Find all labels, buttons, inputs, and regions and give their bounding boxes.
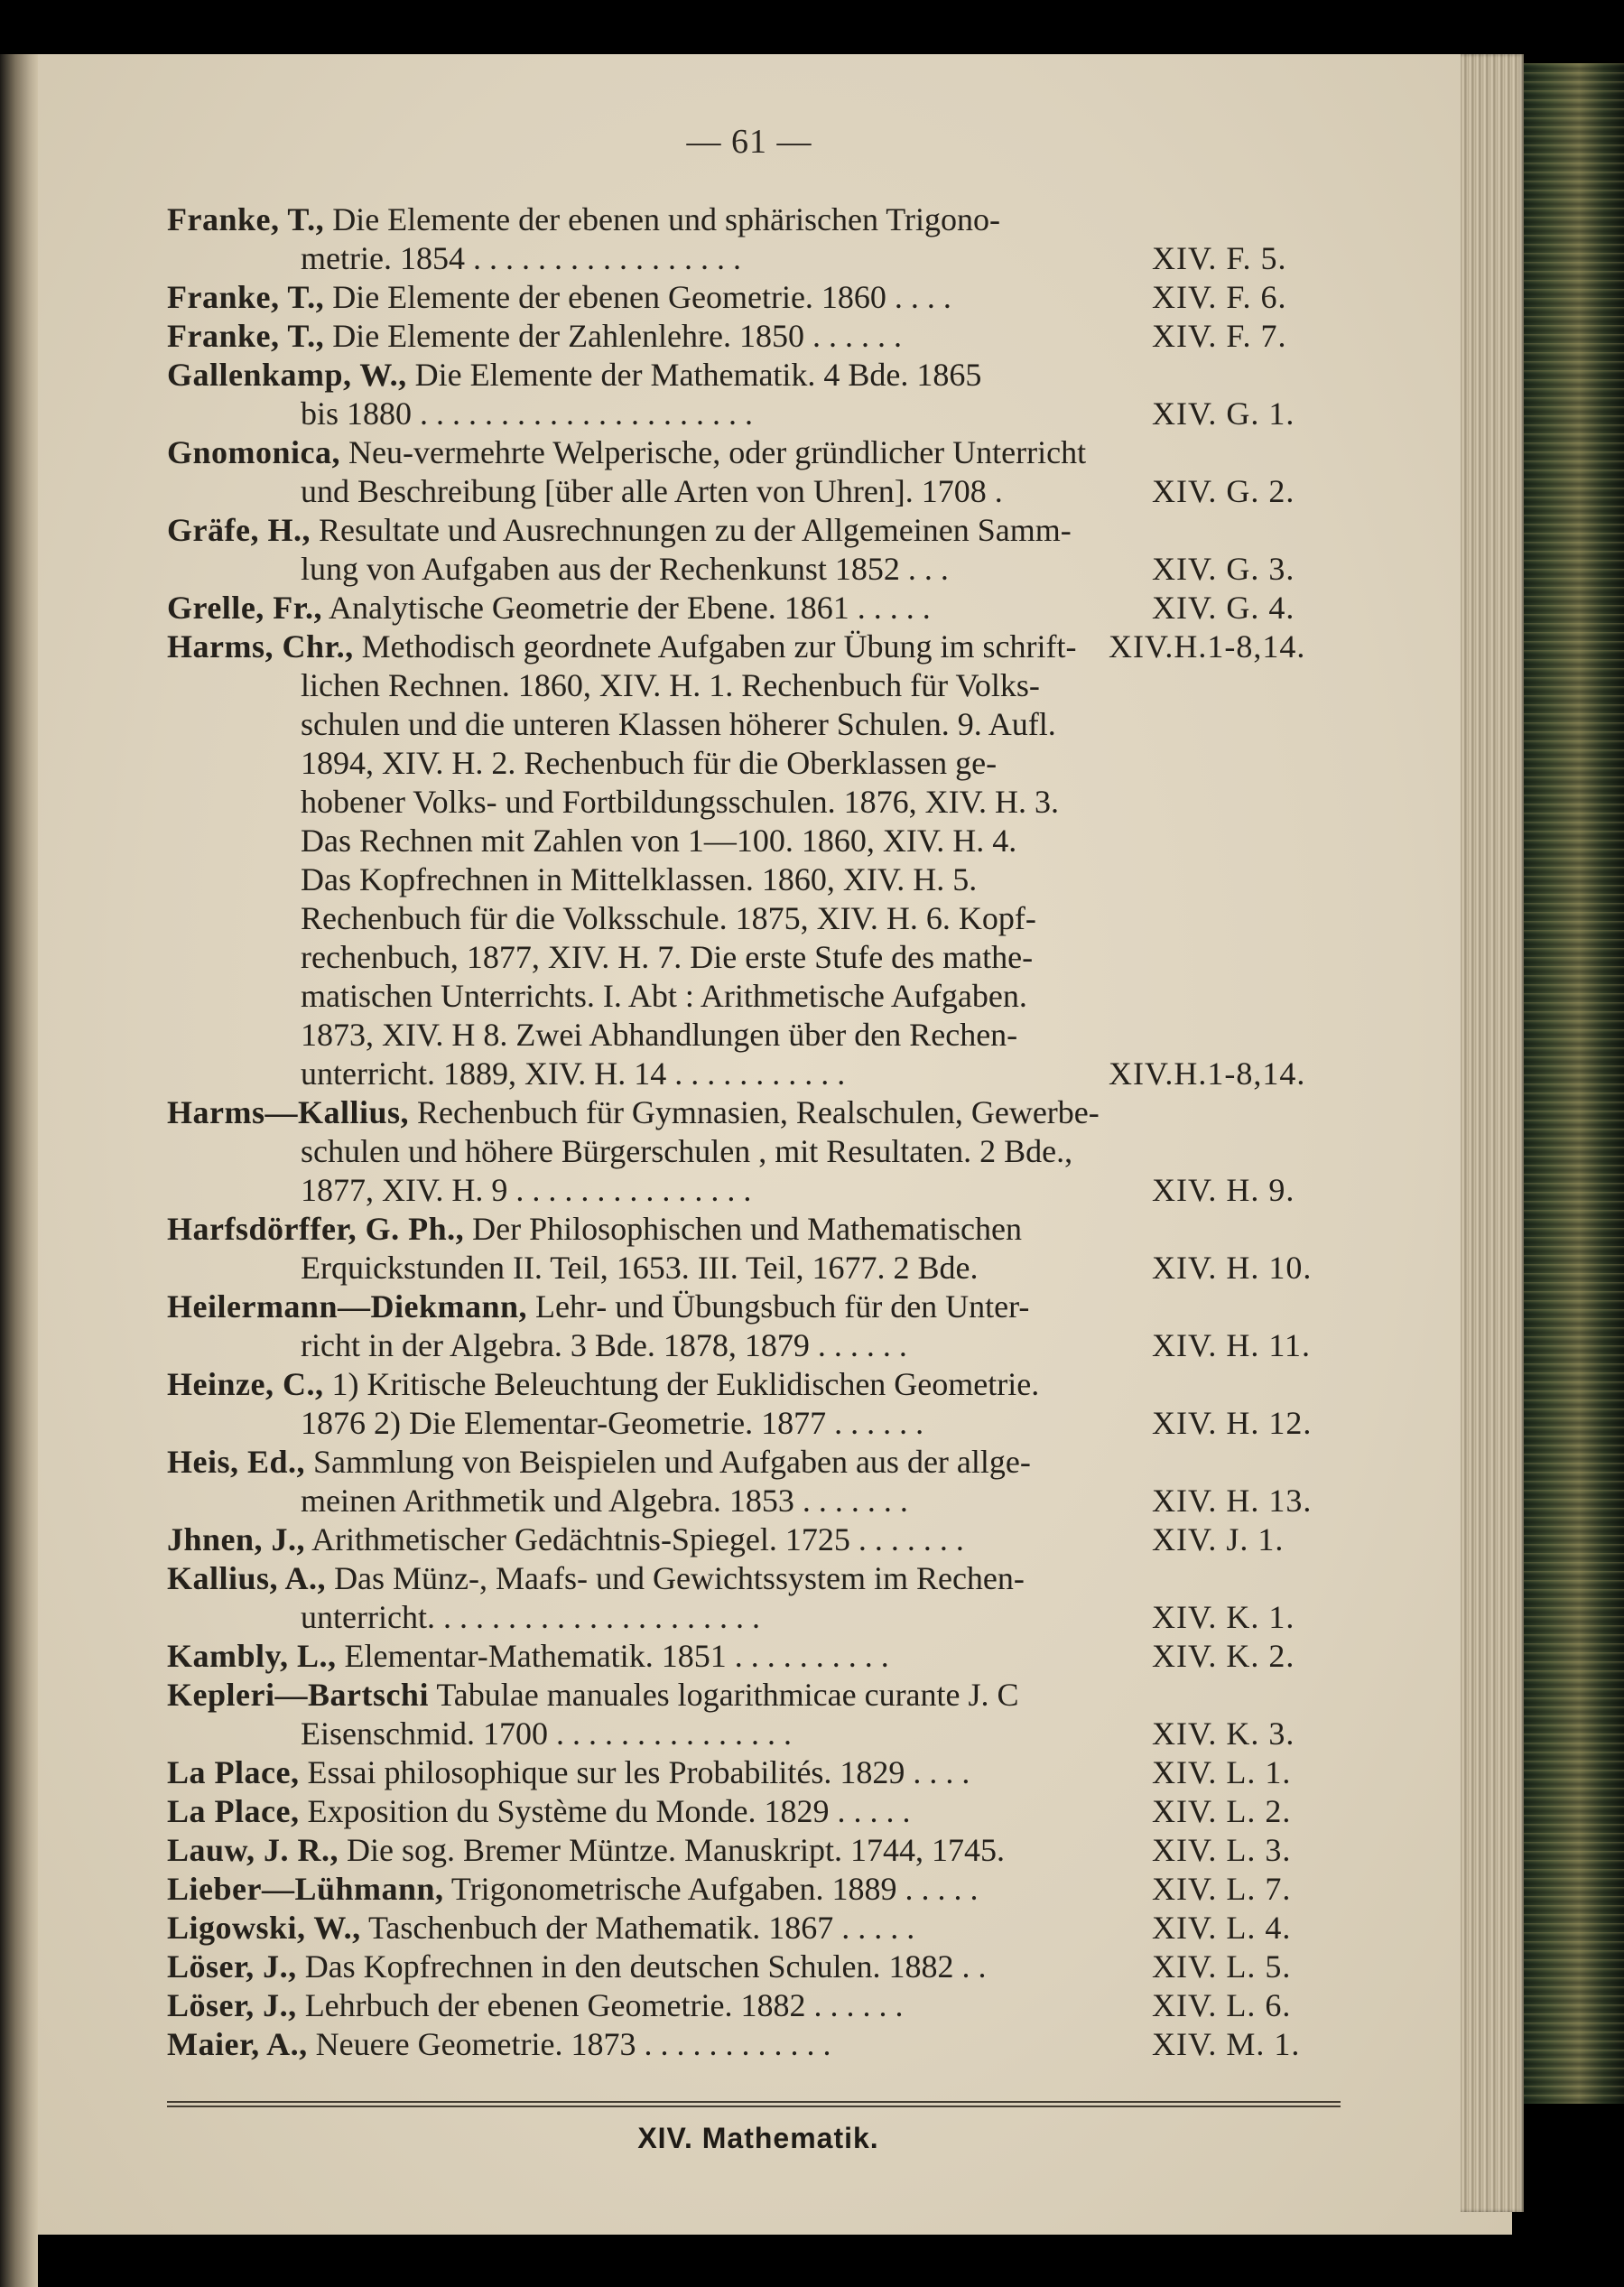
shelf-signature: XIV. G. 4. <box>1152 590 1295 626</box>
entry-title: 1876 2) Die Elementar-Geometrie. 1877 . . . . . . <box>301 1405 924 1441</box>
entry-line <box>0 1171 1624 1210</box>
entry-line <box>0 977 1624 1016</box>
shelf-signature: XIV. H. 13. <box>1152 1483 1313 1519</box>
entry-text <box>167 1093 1624 1132</box>
entry-title: Exposition du Système du Monde. 1829 . . . . . <box>307 1793 911 1829</box>
entry-text <box>167 1559 1624 1598</box>
entry-line <box>0 744 1624 783</box>
entry-line <box>0 278 1624 317</box>
entry-text <box>301 899 1624 938</box>
entry-author: Kambly, L., <box>167 1638 337 1674</box>
entry-line <box>0 1132 1624 1171</box>
entry-text <box>167 511 1624 550</box>
entry-title: Der Philosophischen und Mathematischen <box>472 1211 1023 1247</box>
entry-author: Gallenkamp, W., <box>167 357 407 393</box>
entry-title: bis 1880 . . . . . . . . . . . . . . . . . . . . . <box>301 395 754 432</box>
entry-line <box>0 1637 1624 1676</box>
catalog-entry <box>0 628 1624 1093</box>
entry-author: Kallius, A., <box>167 1560 327 1596</box>
entry-line <box>0 1753 1624 1792</box>
entry-text <box>301 1598 1624 1637</box>
entry-line <box>0 705 1624 744</box>
entry-line <box>0 1559 1624 1598</box>
entry-title: Die Elemente der Zahlenlehre. 1850 . . . . . . <box>332 318 902 354</box>
entry-text <box>167 1443 1624 1482</box>
entry-title: Methodisch geordnete Aufgaben zur Übung im schrift- <box>361 628 1077 665</box>
entry-text <box>167 589 1624 628</box>
entry-text <box>301 783 1624 822</box>
entry-line <box>0 1016 1624 1055</box>
entry-line <box>0 1948 1624 1986</box>
entry-line <box>0 589 1624 628</box>
entry-line <box>0 1676 1624 1715</box>
entry-text <box>167 1909 1624 1948</box>
entry-text <box>301 822 1624 860</box>
entry-title: Das Kopfrechnen in den deutschen Schulen. 1882 . . <box>304 1948 987 1985</box>
shelf-signature: XIV.H.1-8,14. <box>1109 1055 1306 1092</box>
entry-author: Franke, T., <box>167 318 325 354</box>
entry-title: Erquickstunden II. Teil, 1653. III. Teil, 1677. 2 Bde. <box>301 1250 979 1286</box>
entry-text <box>301 938 1624 977</box>
entry-text <box>167 1948 1624 1986</box>
catalog-entry <box>0 1986 1624 2025</box>
entry-author: Harms, Chr., <box>167 628 354 665</box>
entry-title: meinen Arithmetik und Algebra. 1853 . . . . . . . <box>301 1483 908 1519</box>
entry-title: Die sog. Bremer Müntze. Manuskript. 1744, 1745. <box>347 1832 1005 1868</box>
entry-title: 1877, XIV. H. 9 . . . . . . . . . . . . . . . <box>301 1172 752 1208</box>
entry-text <box>167 1831 1624 1870</box>
shelf-signature: XIV. L. 4. <box>1152 1910 1292 1946</box>
shelf-signature: XIV. L. 5. <box>1152 1948 1292 1985</box>
entry-line <box>0 1326 1624 1365</box>
entry-line <box>0 550 1624 589</box>
catalog-entry <box>0 511 1624 589</box>
entry-text <box>301 860 1624 899</box>
entry-text <box>301 1171 1624 1210</box>
entry-text <box>167 2025 1624 2064</box>
entry-text <box>167 278 1624 317</box>
entry-author: Ligowski, W., <box>167 1910 361 1946</box>
entry-text <box>301 1132 1624 1171</box>
catalog-entry <box>0 1520 1624 1559</box>
entry-title: Sammlung von Beispielen und Aufgaben aus der allge- <box>313 1444 1031 1480</box>
catalog-entries <box>0 200 1624 2064</box>
catalog-entry <box>0 589 1624 628</box>
entry-title: Resultate und Ausrechnungen zu der Allgemeinen Samm- <box>318 512 1072 548</box>
entry-text <box>301 977 1624 1016</box>
entry-text <box>301 1404 1624 1443</box>
entry-line <box>0 1909 1624 1948</box>
entry-line <box>0 1520 1624 1559</box>
entry-title: lichen Rechnen. 1860, XIV. H. 1. Rechenbuch für Volks- <box>301 667 1040 703</box>
shelf-signature: XIV. L. 3. <box>1152 1832 1292 1868</box>
entry-line <box>0 395 1624 433</box>
entry-line <box>0 200 1624 239</box>
entry-title: Die Elemente der ebenen und sphärischen Trigono- <box>332 201 1000 237</box>
shelf-signature: XIV. K. 3. <box>1152 1715 1295 1752</box>
entry-text <box>301 395 1624 433</box>
catalog-entry <box>0 2025 1624 2064</box>
entry-title: Eisenschmid. 1700 . . . . . . . . . . . . . . . <box>301 1715 792 1752</box>
entry-text <box>301 1326 1624 1365</box>
shelf-signature: XIV. G. 1. <box>1152 395 1295 432</box>
entry-line <box>0 860 1624 899</box>
entry-text <box>301 1249 1624 1288</box>
entry-author: Löser, J., <box>167 1987 297 2023</box>
entry-author: Franke, T., <box>167 279 325 315</box>
entry-author: Heinze, C., <box>167 1366 324 1402</box>
entry-text <box>301 1016 1624 1055</box>
page-number: — 61 — <box>686 123 812 161</box>
entry-author: La Place, <box>167 1754 300 1790</box>
entry-title: Lehr- und Übungsbuch für den Unter- <box>535 1288 1030 1325</box>
catalog-entry <box>0 356 1624 433</box>
catalog-entry <box>0 278 1624 317</box>
catalog-entry <box>0 1909 1624 1948</box>
entry-line <box>0 1093 1624 1132</box>
catalog-entry <box>0 1831 1624 1870</box>
entry-text <box>301 550 1624 589</box>
entry-author: Lieber—Lühmann, <box>167 1871 444 1907</box>
entry-text <box>301 1055 1624 1093</box>
entry-line <box>0 1443 1624 1482</box>
entry-author: La Place, <box>167 1793 300 1829</box>
catalog-entry <box>0 1210 1624 1288</box>
entry-text <box>167 1870 1624 1909</box>
bottom-rule-double <box>167 2106 1341 2107</box>
entry-line <box>0 1598 1624 1637</box>
entry-text <box>167 1637 1624 1676</box>
entry-line <box>0 239 1624 278</box>
entry-title: 1873, XIV. H 8. Zwei Abhandlungen über den Rechen- <box>301 1017 1018 1053</box>
entry-title: metrie. 1854 . . . . . . . . . . . . . . . . . <box>301 240 741 276</box>
shelf-signature: XIV. H. 12. <box>1152 1405 1313 1441</box>
entry-title: Neu-vermehrte Welperische, oder gründlicher Unterricht <box>348 434 1087 470</box>
entry-title: Rechenbuch für die Volksschule. 1875, XIV. H. 6. Kopf- <box>301 900 1036 936</box>
bottom-rule <box>167 2101 1341 2103</box>
entry-text <box>167 356 1624 395</box>
shelf-signature: XIV. L. 2. <box>1152 1793 1292 1829</box>
entry-line <box>0 317 1624 356</box>
entry-line <box>0 1986 1624 2025</box>
entry-title: 1894, XIV. H. 2. Rechenbuch für die Oberklassen ge- <box>301 745 998 781</box>
entry-title: unterricht. . . . . . . . . . . . . . . . . . . . . <box>301 1599 760 1635</box>
entry-title: Die Elemente der Mathematik. 4 Bde. 1865 <box>414 357 982 393</box>
entry-title: Tabulae manuales logarithmicae curante J. C <box>436 1677 1019 1713</box>
entry-author: Harms—Kallius, <box>167 1094 410 1130</box>
catalog-entry <box>0 1443 1624 1520</box>
entry-text <box>167 1520 1624 1559</box>
catalog-entry <box>0 1637 1624 1676</box>
shelf-signature: XIV. H. 11. <box>1152 1327 1312 1363</box>
shelf-signature: XIV. H. 9. <box>1152 1172 1295 1208</box>
entry-text <box>301 472 1624 511</box>
entry-line <box>0 433 1624 472</box>
entry-title: lung von Aufgaben aus der Rechenkunst 1852 . . . <box>301 551 949 587</box>
entry-title: Analytische Geometrie der Ebene. 1861 . . . . . <box>328 590 931 626</box>
entry-line <box>0 1365 1624 1404</box>
entry-author: Maier, A., <box>167 2026 308 2062</box>
entry-title: Das Münz-, Maafs- und Gewichtssystem im Rechen- <box>334 1560 1025 1596</box>
entry-line <box>0 1210 1624 1249</box>
entry-text <box>167 200 1624 239</box>
entry-author: Gräfe, H., <box>167 512 311 548</box>
entry-text <box>167 1288 1624 1326</box>
entry-line <box>0 666 1624 705</box>
entry-author: Grelle, Fr., <box>167 590 322 626</box>
entry-author: Gnomonica, <box>167 434 341 470</box>
entry-line <box>0 1792 1624 1831</box>
entry-title: Essai philosophique sur les Probabilités. 1829 . . . . <box>307 1754 970 1790</box>
entry-title: schulen und die unteren Klassen höherer Schulen. 9. Aufl. <box>301 706 1056 742</box>
shelf-signature: XIV. J. 1. <box>1152 1521 1285 1557</box>
catalog-entry <box>0 1559 1624 1637</box>
shelf-signature: XIV. F. 6. <box>1152 279 1287 315</box>
catalog-entry <box>0 317 1624 356</box>
entry-line <box>0 1715 1624 1753</box>
catalog-entry <box>0 1093 1624 1210</box>
entry-text <box>167 1210 1624 1249</box>
entry-title: richt in der Algebra. 3 Bde. 1878, 1879 . . . . . . <box>301 1327 907 1363</box>
entry-title: 1) Kritische Beleuchtung der Euklidischen Geometrie. <box>331 1366 1040 1402</box>
entry-title: rechenbuch, 1877, XIV. H. 7. Die erste Stufe des mathe- <box>301 939 1034 975</box>
entry-text <box>301 705 1624 744</box>
entry-text <box>167 317 1624 356</box>
entry-title: Die Elemente der ebenen Geometrie. 1860 . . . . <box>332 279 951 315</box>
entry-text <box>301 1715 1624 1753</box>
entry-line <box>0 938 1624 977</box>
entry-title: Trigonometrische Aufgaben. 1889 . . . . . <box>450 1871 979 1907</box>
entry-title: Lehrbuch der ebenen Geometrie. 1882 . . . . . . <box>304 1987 904 2023</box>
entry-line <box>0 2025 1624 2064</box>
entry-line <box>0 1404 1624 1443</box>
shelf-signature: XIV. F. 5. <box>1152 240 1287 276</box>
entry-text <box>167 1676 1624 1715</box>
entry-text <box>167 1365 1624 1404</box>
entry-line <box>0 899 1624 938</box>
entry-text <box>301 1482 1624 1520</box>
catalog-entry <box>0 200 1624 278</box>
entry-author: Kepleri—Bartschi <box>167 1677 429 1713</box>
entry-text <box>167 1986 1624 2025</box>
entry-line <box>0 1249 1624 1288</box>
entry-line <box>0 1870 1624 1909</box>
entry-author: Harfsdörffer, G. Ph., <box>167 1211 465 1247</box>
entry-author: Heilermann—Diekmann, <box>167 1288 528 1325</box>
entry-title: Taschenbuch der Mathematik. 1867 . . . . . <box>367 1910 915 1946</box>
catalog-entry <box>0 1870 1624 1909</box>
entry-title: hobener Volks- und Fortbildungsschulen. 1876, XIV. H. 3. <box>301 784 1059 820</box>
catalog-entry <box>0 1676 1624 1753</box>
shelf-signature: XIV. G. 2. <box>1152 473 1295 509</box>
entry-line <box>0 356 1624 395</box>
catalog-entry <box>0 1365 1624 1443</box>
catalog-entry <box>0 1792 1624 1831</box>
entry-text <box>301 239 1624 278</box>
entry-line <box>0 628 1624 666</box>
entry-line <box>0 1055 1624 1093</box>
entry-title: Neuere Geometrie. 1873 . . . . . . . . . . . . <box>315 2026 831 2062</box>
entry-text <box>167 1792 1624 1831</box>
shelf-signature: XIV.H.1-8,14. <box>1109 628 1306 665</box>
shelf-signature: XIV. H. 10. <box>1152 1250 1313 1286</box>
entry-text <box>301 744 1624 783</box>
entry-text <box>167 628 1624 666</box>
entry-line <box>0 1831 1624 1870</box>
entry-text <box>167 433 1624 472</box>
entry-author: Lauw, J. R., <box>167 1832 339 1868</box>
entry-title: Das Kopfrechnen in Mittelklassen. 1860, XIV. H. 5. <box>301 861 978 897</box>
section-footer: XIV. Mathematik. <box>637 2122 879 2154</box>
entry-author: Franke, T., <box>167 201 325 237</box>
entry-title: unterricht. 1889, XIV. H. 14 . . . . . . . . . . . <box>301 1055 846 1092</box>
entry-title: schulen und höhere Bürgerschulen , mit Resultaten. 2 Bde., <box>301 1133 1073 1169</box>
entry-author: Löser, J., <box>167 1948 297 1985</box>
shelf-signature: XIV. K. 2. <box>1152 1638 1295 1674</box>
shelf-signature: XIV. K. 1. <box>1152 1599 1295 1635</box>
entry-line <box>0 472 1624 511</box>
entry-author: Heis, Ed., <box>167 1444 306 1480</box>
shelf-signature: XIV. L. 6. <box>1152 1987 1292 2023</box>
entry-title: Elementar-Mathematik. 1851 . . . . . . . . . . <box>344 1638 889 1674</box>
shelf-signature: XIV. G. 3. <box>1152 551 1295 587</box>
shelf-signature: XIV. F. 7. <box>1152 318 1287 354</box>
entry-line <box>0 783 1624 822</box>
entry-author: Jhnen, J., <box>167 1521 306 1557</box>
entry-title: und Beschreibung [über alle Arten von Uhren]. 1708 . <box>301 473 1003 509</box>
entry-line <box>0 822 1624 860</box>
entry-title: Das Rechnen mit Zahlen von 1—100. 1860, XIV. H. 4. <box>301 823 1017 859</box>
shelf-signature: XIV. L. 7. <box>1152 1871 1292 1907</box>
entry-line <box>0 511 1624 550</box>
shelf-signature: XIV. L. 1. <box>1152 1754 1292 1790</box>
shelf-signature: XIV. M. 1. <box>1152 2026 1301 2062</box>
entry-text <box>301 666 1624 705</box>
entry-text <box>167 1753 1624 1792</box>
entry-title: Arithmetischer Gedächtnis-Spiegel. 1725 . . . . . . . <box>311 1521 964 1557</box>
catalog-entry <box>0 1288 1624 1365</box>
catalog-entry <box>0 433 1624 511</box>
entry-line <box>0 1288 1624 1326</box>
entry-line <box>0 1482 1624 1520</box>
entry-title: Rechenbuch für Gymnasien, Realschulen, Gewerbe- <box>417 1094 1100 1130</box>
catalog-entry <box>0 1753 1624 1792</box>
catalog-entry <box>0 1948 1624 1986</box>
entry-title: matischen Unterrichts. I. Abt : Arithmetische Aufgaben. <box>301 978 1027 1014</box>
